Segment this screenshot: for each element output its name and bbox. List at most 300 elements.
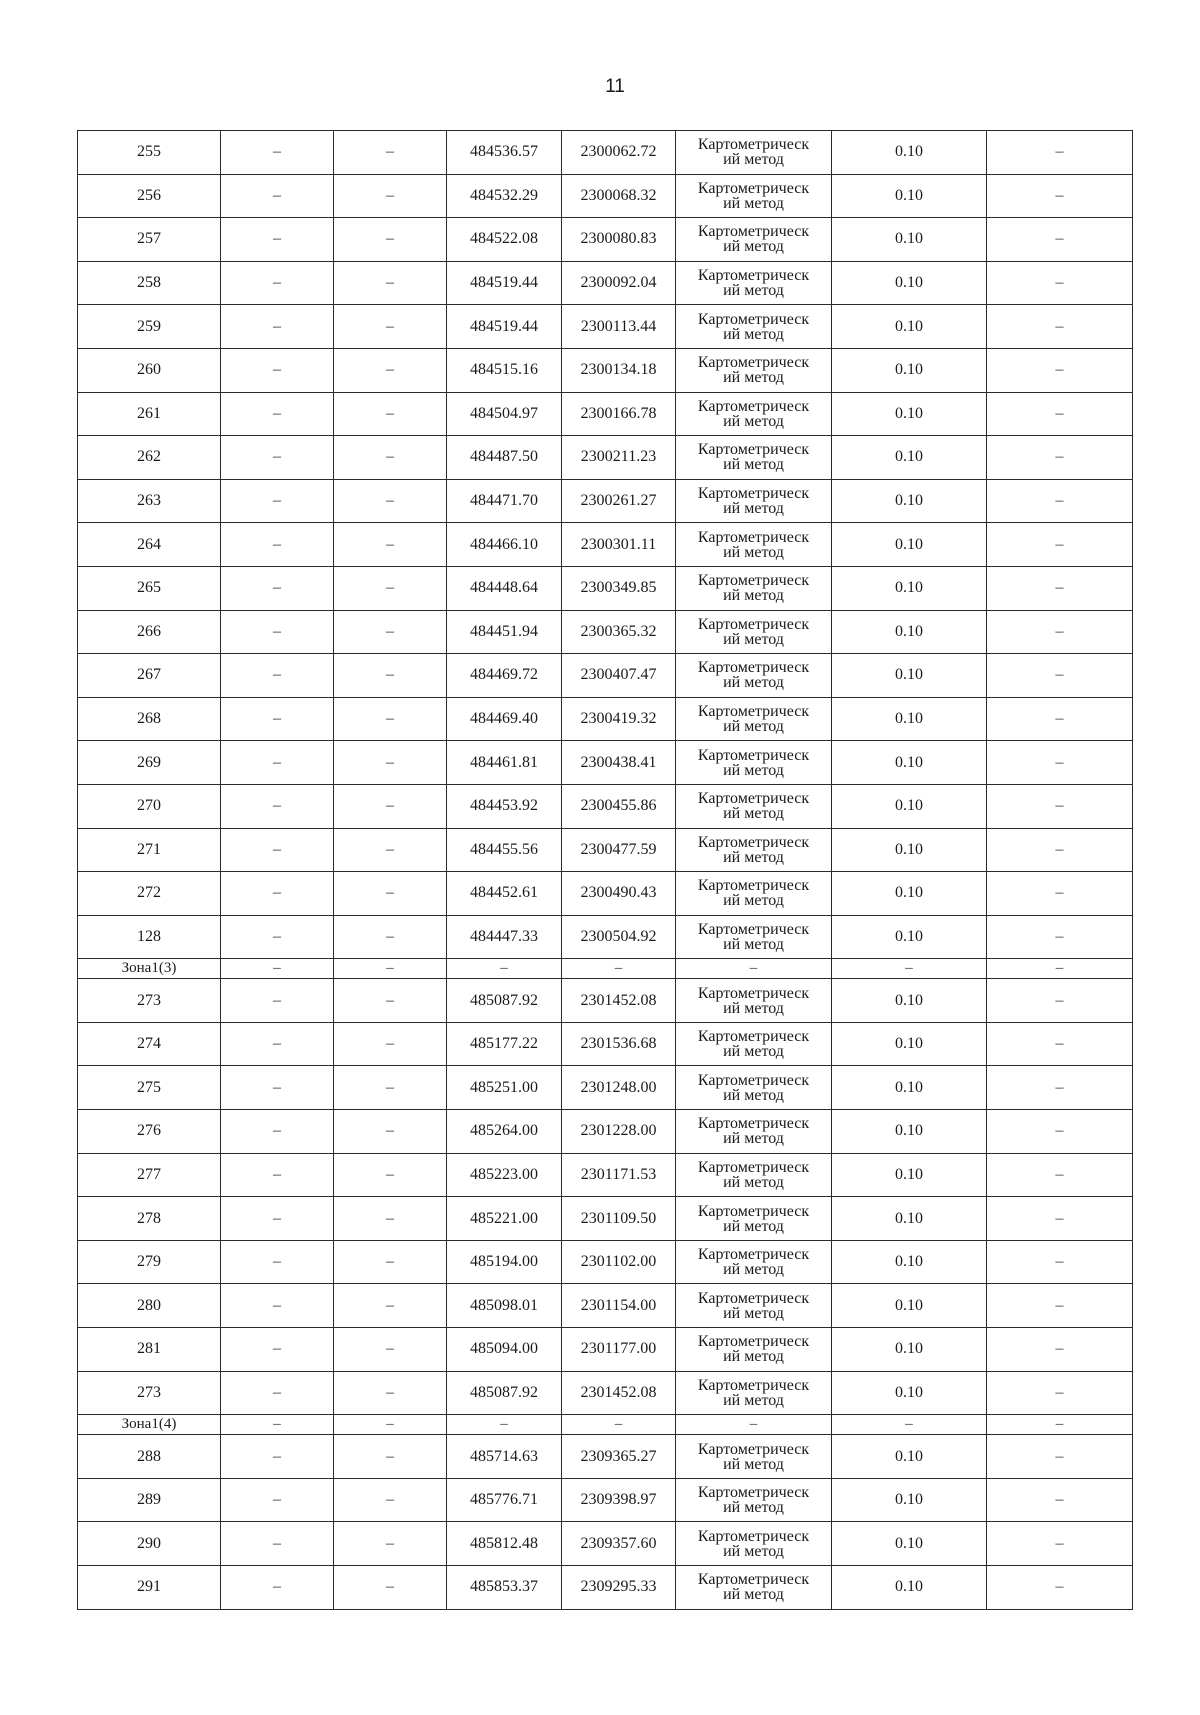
method-line-2: ий метод bbox=[723, 151, 784, 169]
coordinate-y: 2300062.72 bbox=[562, 131, 676, 175]
dash-cell: – bbox=[987, 959, 1133, 979]
table-row bbox=[78, 784, 1133, 828]
point-number: 267 bbox=[78, 654, 221, 698]
method-line-2: ий метод bbox=[723, 282, 784, 300]
method-cell bbox=[676, 1284, 832, 1328]
coordinate-x: 485087.92 bbox=[447, 979, 562, 1023]
dash-cell: – bbox=[221, 979, 334, 1023]
coordinate-x: 484532.29 bbox=[447, 174, 562, 218]
point-number: 258 bbox=[78, 261, 221, 305]
method-line-1: Картометрическ bbox=[697, 877, 810, 895]
table-row bbox=[78, 1371, 1133, 1415]
table-row bbox=[78, 392, 1133, 436]
dash-cell: – bbox=[334, 348, 447, 392]
accuracy-value: 0.10 bbox=[832, 979, 987, 1023]
coordinate-y: 2300455.86 bbox=[562, 784, 676, 828]
method-line-1: Картометрическ bbox=[697, 1028, 810, 1046]
table-row bbox=[78, 131, 1133, 175]
method-line-2: ий метод bbox=[723, 848, 784, 866]
coordinate-x: 484519.44 bbox=[447, 305, 562, 349]
table-row bbox=[78, 1284, 1133, 1328]
method-line-2: ий метод bbox=[723, 1261, 784, 1279]
table-row bbox=[78, 218, 1133, 262]
method-line-1: Картометрическ bbox=[697, 833, 810, 851]
method-line-1: Картометрическ bbox=[697, 485, 810, 503]
point-number: 261 bbox=[78, 392, 221, 436]
method-line-1: Картометрическ bbox=[697, 1440, 810, 1458]
method-cell bbox=[676, 1066, 832, 1110]
accuracy-value: 0.10 bbox=[832, 872, 987, 916]
point-number: 263 bbox=[78, 479, 221, 523]
point-number: 265 bbox=[78, 566, 221, 610]
zone-label: Зона1(4) bbox=[78, 1415, 221, 1435]
point-number: 289 bbox=[78, 1478, 221, 1522]
point-number: 291 bbox=[78, 1566, 221, 1610]
dash-cell: – bbox=[221, 305, 334, 349]
dash-cell: – bbox=[987, 261, 1133, 305]
dash-cell: – bbox=[676, 1415, 832, 1435]
dash-cell: – bbox=[987, 979, 1133, 1023]
coordinate-y: 2309295.33 bbox=[562, 1566, 676, 1610]
dash-cell: – bbox=[334, 436, 447, 480]
dash-cell: – bbox=[334, 697, 447, 741]
method-cell bbox=[676, 436, 832, 480]
point-number: 281 bbox=[78, 1328, 221, 1372]
coordinate-x: 484515.16 bbox=[447, 348, 562, 392]
accuracy-value: 0.10 bbox=[832, 392, 987, 436]
point-number: 270 bbox=[78, 784, 221, 828]
dash-cell: – bbox=[221, 915, 334, 959]
method-cell bbox=[676, 1478, 832, 1522]
method-line-1: Картометрическ bbox=[697, 659, 810, 677]
dash-cell: – bbox=[334, 523, 447, 567]
method-line-1: Картометрическ bbox=[697, 1071, 810, 1089]
coordinate-y: 2300490.43 bbox=[562, 872, 676, 916]
accuracy-value: 0.10 bbox=[832, 1240, 987, 1284]
coordinates-table bbox=[77, 130, 1133, 1610]
method-line-2: ий метод bbox=[723, 1455, 784, 1473]
dash-cell: – bbox=[221, 784, 334, 828]
dash-cell: – bbox=[334, 1435, 447, 1479]
method-cell bbox=[676, 915, 832, 959]
accuracy-value: 0.10 bbox=[832, 1110, 987, 1154]
method-line-2: ий метод bbox=[723, 1348, 784, 1366]
dash-cell: – bbox=[334, 1066, 447, 1110]
method-line-2: ий метод bbox=[723, 500, 784, 518]
dash-cell: – bbox=[987, 348, 1133, 392]
method-line-1: Картометрическ bbox=[697, 1289, 810, 1307]
coordinate-x: 485087.92 bbox=[447, 1371, 562, 1415]
dash-cell: – bbox=[334, 1284, 447, 1328]
point-number: 266 bbox=[78, 610, 221, 654]
table-row bbox=[78, 1110, 1133, 1154]
coordinate-y: 2300407.47 bbox=[562, 654, 676, 698]
accuracy-value: 0.10 bbox=[832, 523, 987, 567]
coordinate-y: 2301102.00 bbox=[562, 1240, 676, 1284]
method-line-1: Картометрическ bbox=[697, 1115, 810, 1133]
method-line-1: Картометрическ bbox=[697, 1202, 810, 1220]
accuracy-value: 0.10 bbox=[832, 1371, 987, 1415]
point-number: 271 bbox=[78, 828, 221, 872]
method-line-2: ий метод bbox=[723, 1217, 784, 1235]
dash-cell: – bbox=[987, 1371, 1133, 1415]
method-cell bbox=[676, 479, 832, 523]
coordinate-x: 484447.33 bbox=[447, 915, 562, 959]
method-cell bbox=[676, 566, 832, 610]
accuracy-value: 0.10 bbox=[832, 784, 987, 828]
dash-cell: – bbox=[334, 218, 447, 262]
accuracy-value: 0.10 bbox=[832, 305, 987, 349]
dash-cell: – bbox=[221, 1153, 334, 1197]
dash-cell: – bbox=[987, 1328, 1133, 1372]
dash-cell: – bbox=[987, 1197, 1133, 1241]
method-line-1: Картометрическ bbox=[697, 354, 810, 372]
coordinate-x: 485223.00 bbox=[447, 1153, 562, 1197]
method-cell bbox=[676, 1328, 832, 1372]
dash-cell: – bbox=[334, 1371, 447, 1415]
method-cell bbox=[676, 261, 832, 305]
dash-cell: – bbox=[221, 697, 334, 741]
method-line-2: ий метод bbox=[723, 935, 784, 953]
coordinate-x: 484536.57 bbox=[447, 131, 562, 175]
accuracy-value: 0.10 bbox=[832, 348, 987, 392]
coordinate-x: 485812.48 bbox=[447, 1522, 562, 1566]
table-row bbox=[78, 915, 1133, 959]
dash-cell: – bbox=[334, 1022, 447, 1066]
dash-cell: – bbox=[334, 392, 447, 436]
point-number: 272 bbox=[78, 872, 221, 916]
method-line-2: ий метод bbox=[723, 587, 784, 605]
coordinate-x: 485221.00 bbox=[447, 1197, 562, 1241]
method-cell bbox=[676, 828, 832, 872]
method-cell bbox=[676, 174, 832, 218]
point-number: 256 bbox=[78, 174, 221, 218]
method-cell bbox=[676, 1153, 832, 1197]
method-line-1: Картометрическ bbox=[697, 1376, 810, 1394]
method-line-1: Картометрическ bbox=[697, 984, 810, 1002]
table-row bbox=[78, 436, 1133, 480]
dash-cell: – bbox=[334, 174, 447, 218]
method-cell bbox=[676, 1371, 832, 1415]
dash-cell: – bbox=[221, 566, 334, 610]
dash-cell: – bbox=[334, 959, 447, 979]
table-row bbox=[78, 348, 1133, 392]
method-line-2: ий метод bbox=[723, 630, 784, 648]
method-line-2: ий метод bbox=[723, 718, 784, 736]
dash-cell: – bbox=[221, 654, 334, 698]
accuracy-value: 0.10 bbox=[832, 566, 987, 610]
method-line-1: Картометрическ bbox=[697, 179, 810, 197]
coordinate-y: 2300166.78 bbox=[562, 392, 676, 436]
accuracy-value: 0.10 bbox=[832, 174, 987, 218]
method-cell bbox=[676, 697, 832, 741]
dash-cell: – bbox=[832, 959, 987, 979]
coordinate-x: 484461.81 bbox=[447, 741, 562, 785]
dash-cell: – bbox=[334, 1566, 447, 1610]
dash-cell: – bbox=[987, 566, 1133, 610]
accuracy-value: 0.10 bbox=[832, 1284, 987, 1328]
coordinate-x: 484451.94 bbox=[447, 610, 562, 654]
point-number: 260 bbox=[78, 348, 221, 392]
method-cell bbox=[676, 392, 832, 436]
dash-cell: – bbox=[987, 697, 1133, 741]
coordinate-y: 2301177.00 bbox=[562, 1328, 676, 1372]
method-cell bbox=[676, 979, 832, 1023]
method-line-1: Картометрическ bbox=[697, 920, 810, 938]
dash-cell: – bbox=[334, 1197, 447, 1241]
method-line-2: ий метод bbox=[723, 369, 784, 387]
dash-cell: – bbox=[221, 479, 334, 523]
method-line-2: ий метод bbox=[723, 999, 784, 1017]
dash-cell: – bbox=[987, 610, 1133, 654]
dash-cell: – bbox=[334, 610, 447, 654]
table-row bbox=[78, 1435, 1133, 1479]
method-cell bbox=[676, 872, 832, 916]
dash-cell: – bbox=[987, 1566, 1133, 1610]
accuracy-value: 0.10 bbox=[832, 1478, 987, 1522]
method-line-1: Картометрическ bbox=[697, 1333, 810, 1351]
dash-cell: – bbox=[987, 305, 1133, 349]
zone-header-row bbox=[78, 959, 1133, 979]
method-cell bbox=[676, 218, 832, 262]
dash-cell: – bbox=[221, 261, 334, 305]
coordinate-x: 484453.92 bbox=[447, 784, 562, 828]
dash-cell: – bbox=[447, 959, 562, 979]
method-line-2: ий метод bbox=[723, 456, 784, 474]
accuracy-value: 0.10 bbox=[832, 218, 987, 262]
dash-cell: – bbox=[221, 1435, 334, 1479]
dash-cell: – bbox=[334, 1415, 447, 1435]
accuracy-value: 0.10 bbox=[832, 1522, 987, 1566]
coordinate-x: 485853.37 bbox=[447, 1566, 562, 1610]
method-line-2: ий метод bbox=[723, 1086, 784, 1104]
accuracy-value: 0.10 bbox=[832, 131, 987, 175]
coordinate-y: 2301248.00 bbox=[562, 1066, 676, 1110]
dash-cell: – bbox=[987, 741, 1133, 785]
method-line-2: ий метод bbox=[723, 1391, 784, 1409]
dash-cell: – bbox=[334, 1328, 447, 1372]
dash-cell: – bbox=[221, 1197, 334, 1241]
method-line-2: ий метод bbox=[723, 543, 784, 561]
dash-cell: – bbox=[987, 1522, 1133, 1566]
method-line-1: Картометрическ bbox=[697, 572, 810, 590]
dash-cell: – bbox=[987, 1022, 1133, 1066]
method-line-1: Картометрическ bbox=[697, 1158, 810, 1176]
dash-cell: – bbox=[987, 872, 1133, 916]
dash-cell: – bbox=[334, 915, 447, 959]
point-number: 277 bbox=[78, 1153, 221, 1197]
dash-cell: – bbox=[221, 741, 334, 785]
method-cell bbox=[676, 1110, 832, 1154]
table-row bbox=[78, 872, 1133, 916]
dash-cell: – bbox=[987, 1284, 1133, 1328]
coordinate-x: 485177.22 bbox=[447, 1022, 562, 1066]
dash-cell: – bbox=[987, 218, 1133, 262]
zone-label: Зона1(3) bbox=[78, 959, 221, 979]
point-number: 128 bbox=[78, 915, 221, 959]
table-row bbox=[78, 174, 1133, 218]
coordinate-y: 2301154.00 bbox=[562, 1284, 676, 1328]
coordinate-x: 484469.72 bbox=[447, 654, 562, 698]
point-number: 288 bbox=[78, 1435, 221, 1479]
coordinate-y: 2300092.04 bbox=[562, 261, 676, 305]
dash-cell: – bbox=[334, 828, 447, 872]
point-number: 255 bbox=[78, 131, 221, 175]
coordinate-x: 484504.97 bbox=[447, 392, 562, 436]
method-cell bbox=[676, 1522, 832, 1566]
method-cell bbox=[676, 523, 832, 567]
coordinate-x: 485714.63 bbox=[447, 1435, 562, 1479]
dash-cell: – bbox=[987, 915, 1133, 959]
accuracy-value: 0.10 bbox=[832, 1435, 987, 1479]
accuracy-value: 0.10 bbox=[832, 479, 987, 523]
method-line-2: ий метод bbox=[723, 238, 784, 256]
dash-cell: – bbox=[221, 1371, 334, 1415]
coordinate-x: 484452.61 bbox=[447, 872, 562, 916]
table-row bbox=[78, 305, 1133, 349]
table-row bbox=[78, 1522, 1133, 1566]
dash-cell: – bbox=[987, 1240, 1133, 1284]
accuracy-value: 0.10 bbox=[832, 915, 987, 959]
dash-cell: – bbox=[334, 872, 447, 916]
coordinate-y: 2300504.92 bbox=[562, 915, 676, 959]
coordinate-y: 2301228.00 bbox=[562, 1110, 676, 1154]
coordinate-y: 2309398.97 bbox=[562, 1478, 676, 1522]
method-line-2: ий метод bbox=[723, 325, 784, 343]
method-cell bbox=[676, 131, 832, 175]
coordinate-y: 2300068.32 bbox=[562, 174, 676, 218]
method-line-2: ий метод bbox=[723, 1043, 784, 1061]
coordinate-x: 484487.50 bbox=[447, 436, 562, 480]
point-number: 280 bbox=[78, 1284, 221, 1328]
coordinate-x: 484448.64 bbox=[447, 566, 562, 610]
point-number: 257 bbox=[78, 218, 221, 262]
dash-cell: – bbox=[334, 1240, 447, 1284]
dash-cell: – bbox=[987, 1415, 1133, 1435]
dash-cell: – bbox=[987, 436, 1133, 480]
dash-cell: – bbox=[334, 741, 447, 785]
dash-cell: – bbox=[447, 1415, 562, 1435]
dash-cell: – bbox=[987, 784, 1133, 828]
dash-cell: – bbox=[221, 872, 334, 916]
table-row bbox=[78, 261, 1133, 305]
accuracy-value: 0.10 bbox=[832, 1566, 987, 1610]
method-line-2: ий метод bbox=[723, 1130, 784, 1148]
coordinate-x: 484466.10 bbox=[447, 523, 562, 567]
coordinate-y: 2309365.27 bbox=[562, 1435, 676, 1479]
dash-cell: – bbox=[221, 959, 334, 979]
coordinate-y: 2300477.59 bbox=[562, 828, 676, 872]
method-cell bbox=[676, 741, 832, 785]
table-row bbox=[78, 1022, 1133, 1066]
dash-cell: – bbox=[562, 1415, 676, 1435]
method-line-1: Картометрическ bbox=[697, 441, 810, 459]
dash-cell: – bbox=[334, 1110, 447, 1154]
coordinate-x: 484522.08 bbox=[447, 218, 562, 262]
method-line-2: ий метод bbox=[723, 805, 784, 823]
coordinate-y: 2301452.08 bbox=[562, 1371, 676, 1415]
coordinates-table-body bbox=[78, 131, 1133, 1610]
table-row bbox=[78, 1066, 1133, 1110]
dash-cell: – bbox=[221, 1240, 334, 1284]
dash-cell: – bbox=[334, 305, 447, 349]
dash-cell: – bbox=[221, 1522, 334, 1566]
coordinate-x: 484519.44 bbox=[447, 261, 562, 305]
coordinate-y: 2300365.32 bbox=[562, 610, 676, 654]
coordinate-y: 2300080.83 bbox=[562, 218, 676, 262]
dash-cell: – bbox=[221, 348, 334, 392]
point-number: 278 bbox=[78, 1197, 221, 1241]
dash-cell: – bbox=[987, 523, 1133, 567]
method-line-1: Картометрическ bbox=[697, 267, 810, 285]
dash-cell: – bbox=[987, 1435, 1133, 1479]
dash-cell: – bbox=[676, 959, 832, 979]
table-row bbox=[78, 654, 1133, 698]
dash-cell: – bbox=[221, 174, 334, 218]
dash-cell: – bbox=[221, 436, 334, 480]
dash-cell: – bbox=[987, 1153, 1133, 1197]
dash-cell: – bbox=[334, 1153, 447, 1197]
method-cell bbox=[676, 1022, 832, 1066]
coordinate-y: 2300301.11 bbox=[562, 523, 676, 567]
dash-cell: – bbox=[221, 1415, 334, 1435]
point-number: 269 bbox=[78, 741, 221, 785]
dash-cell: – bbox=[987, 1066, 1133, 1110]
point-number: 276 bbox=[78, 1110, 221, 1154]
dash-cell: – bbox=[334, 654, 447, 698]
method-line-1: Картометрическ bbox=[697, 397, 810, 415]
dash-cell: – bbox=[221, 523, 334, 567]
method-cell bbox=[676, 784, 832, 828]
coordinate-x: 484471.70 bbox=[447, 479, 562, 523]
coordinate-y: 2301109.50 bbox=[562, 1197, 676, 1241]
zone-header-row bbox=[78, 1415, 1133, 1435]
coordinate-y: 2300134.18 bbox=[562, 348, 676, 392]
method-cell bbox=[676, 1240, 832, 1284]
coordinate-x: 485251.00 bbox=[447, 1066, 562, 1110]
point-number: 262 bbox=[78, 436, 221, 480]
method-cell bbox=[676, 348, 832, 392]
point-number: 259 bbox=[78, 305, 221, 349]
table-row bbox=[78, 566, 1133, 610]
table-row bbox=[78, 479, 1133, 523]
method-line-2: ий метод bbox=[723, 761, 784, 779]
table-row bbox=[78, 1566, 1133, 1610]
accuracy-value: 0.10 bbox=[832, 261, 987, 305]
dash-cell: – bbox=[987, 174, 1133, 218]
method-line-2: ий метод bbox=[723, 412, 784, 430]
method-line-1: Картометрическ bbox=[697, 223, 810, 241]
dash-cell: – bbox=[221, 1110, 334, 1154]
dash-cell: – bbox=[987, 131, 1133, 175]
point-number: 274 bbox=[78, 1022, 221, 1066]
method-cell bbox=[676, 1197, 832, 1241]
coordinate-x: 484455.56 bbox=[447, 828, 562, 872]
method-line-1: Картометрическ bbox=[697, 310, 810, 328]
coordinate-y: 2300419.32 bbox=[562, 697, 676, 741]
dash-cell: – bbox=[334, 1478, 447, 1522]
accuracy-value: 0.10 bbox=[832, 697, 987, 741]
coordinate-y: 2301536.68 bbox=[562, 1022, 676, 1066]
method-line-1: Картометрическ bbox=[697, 528, 810, 546]
accuracy-value: 0.10 bbox=[832, 828, 987, 872]
table-row bbox=[78, 1197, 1133, 1241]
accuracy-value: 0.10 bbox=[832, 1197, 987, 1241]
dash-cell: – bbox=[334, 1522, 447, 1566]
accuracy-value: 0.10 bbox=[832, 1066, 987, 1110]
dash-cell: – bbox=[987, 828, 1133, 872]
coordinate-y: 2309357.60 bbox=[562, 1522, 676, 1566]
